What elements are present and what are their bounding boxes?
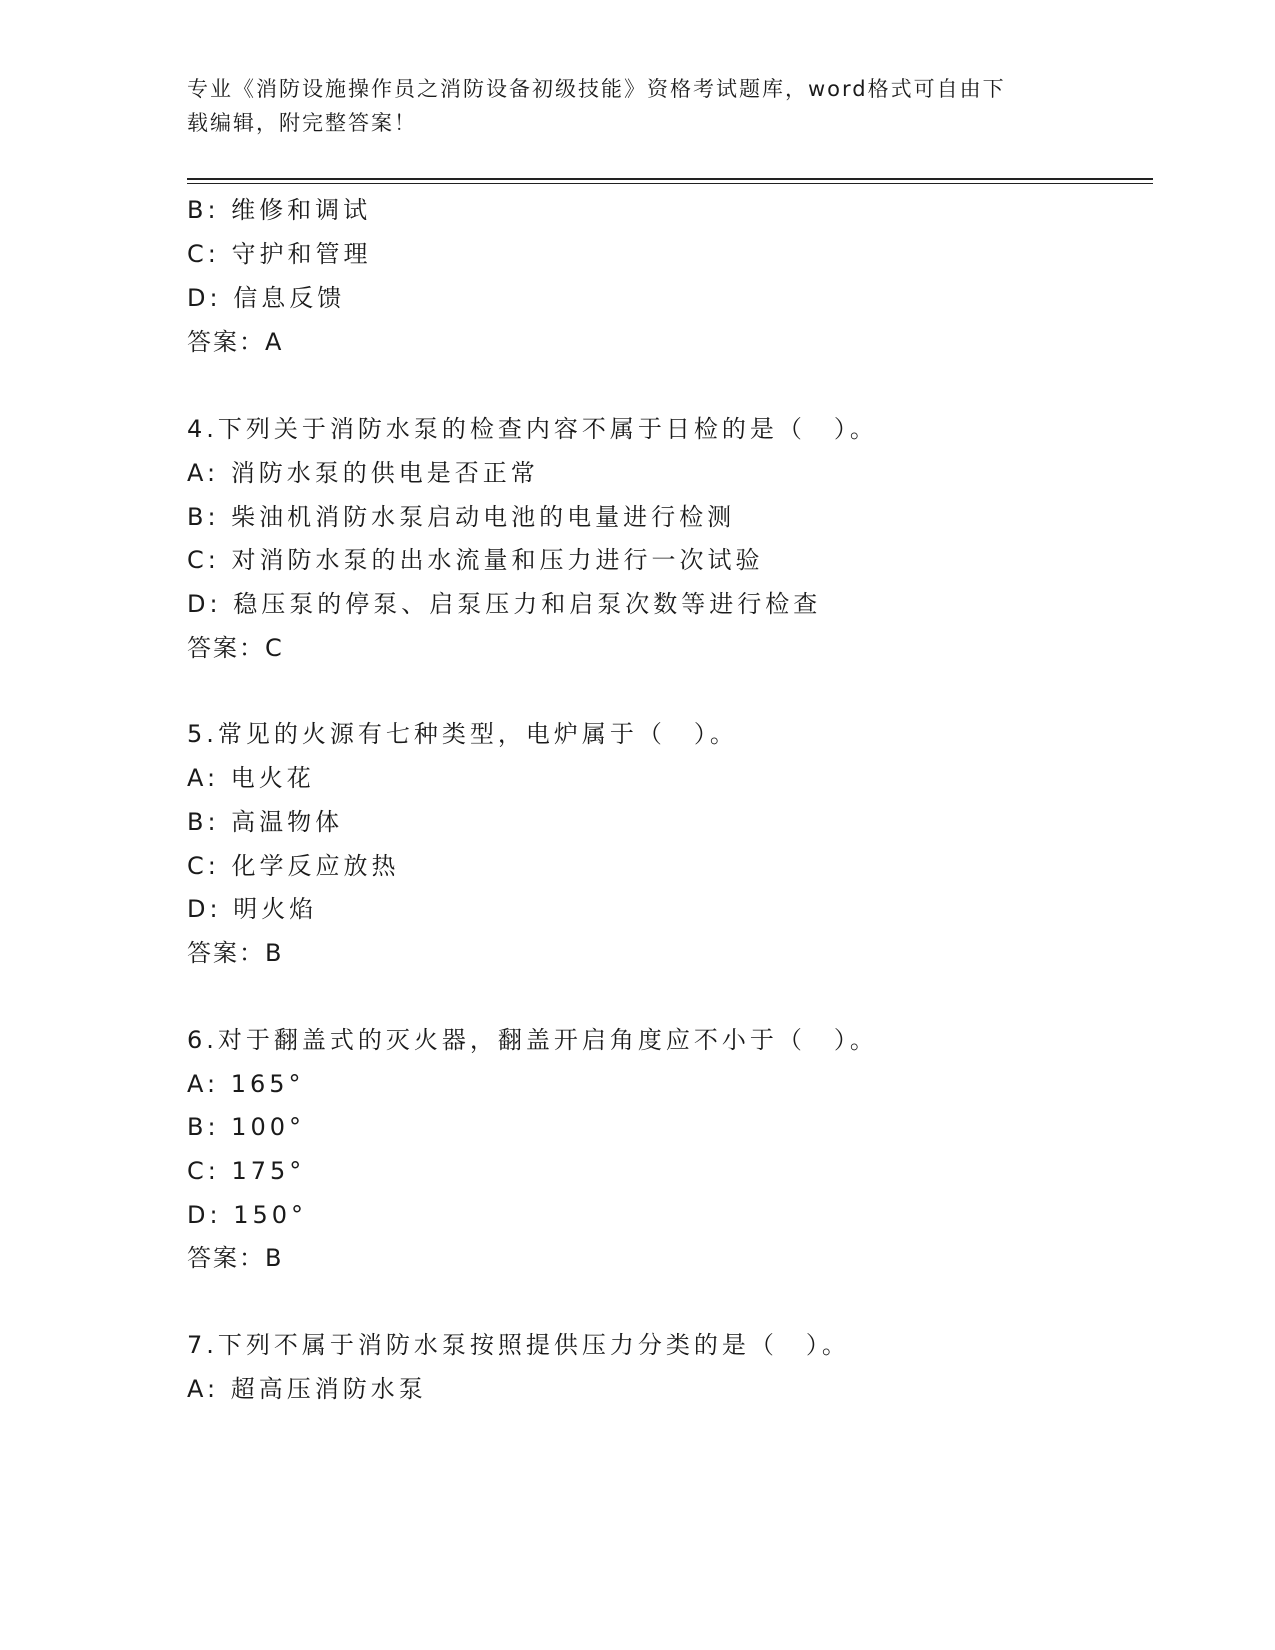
header-line-1: 专业《消防设施操作员之消防设备初级技能》资格考试题库，word格式可自由下 [187,77,1006,101]
q5-option-b: B: 高温物体 [187,808,344,836]
q3-option-d: D: 信息反馈 [187,284,346,312]
q4-option-b: B: 柴油机消防水泵启动电池的电量进行检测 [187,503,736,531]
q6-option-a: A: 165° [187,1070,305,1098]
document-header [187,72,1087,140]
q6-option-d: D: 150° [187,1201,308,1229]
q3-option-b: B: 维修和调试 [187,196,372,224]
q6-answer: 答案：B [187,1244,284,1272]
header-divider-thick [187,178,1153,180]
header-line-2: 载编辑，附完整答案！ [187,111,417,135]
header-divider-thin [187,183,1153,184]
q6-question: 6.对于翻盖式的灭火器，翻盖开启角度应不小于（ ）。 [187,1026,878,1054]
q5-option-d: D: 明火焰 [187,895,318,923]
q3-option-c: C: 守护和管理 [187,240,372,268]
q3-answer: 答案：A [187,328,284,356]
q4-option-c: C: 对消防水泵的出水流量和压力进行一次试验 [187,546,764,574]
q7-option-a: A: 超高压消防水泵 [187,1375,427,1403]
q5-option-c: C: 化学反应放热 [187,852,400,880]
q4-question: 4.下列关于消防水泵的检查内容不属于日检的是（ ）。 [187,415,878,443]
q6-option-b: B: 100° [187,1113,305,1141]
q5-option-a: A: 电火花 [187,764,315,792]
q4-answer: 答案：C [187,634,284,662]
q7-question: 7.下列不属于消防水泵按照提供压力分类的是（ ）。 [187,1331,850,1359]
q4-option-d: D: 稳压泵的停泵、启泵压力和启泵次数等进行检查 [187,590,822,618]
q6-option-c: C: 175° [187,1157,306,1185]
q5-question: 5.常见的火源有七种类型，电炉属于（ ）。 [187,720,738,748]
q4-option-a: A: 消防水泵的供电是否正常 [187,459,539,487]
q5-answer: 答案：B [187,939,284,967]
